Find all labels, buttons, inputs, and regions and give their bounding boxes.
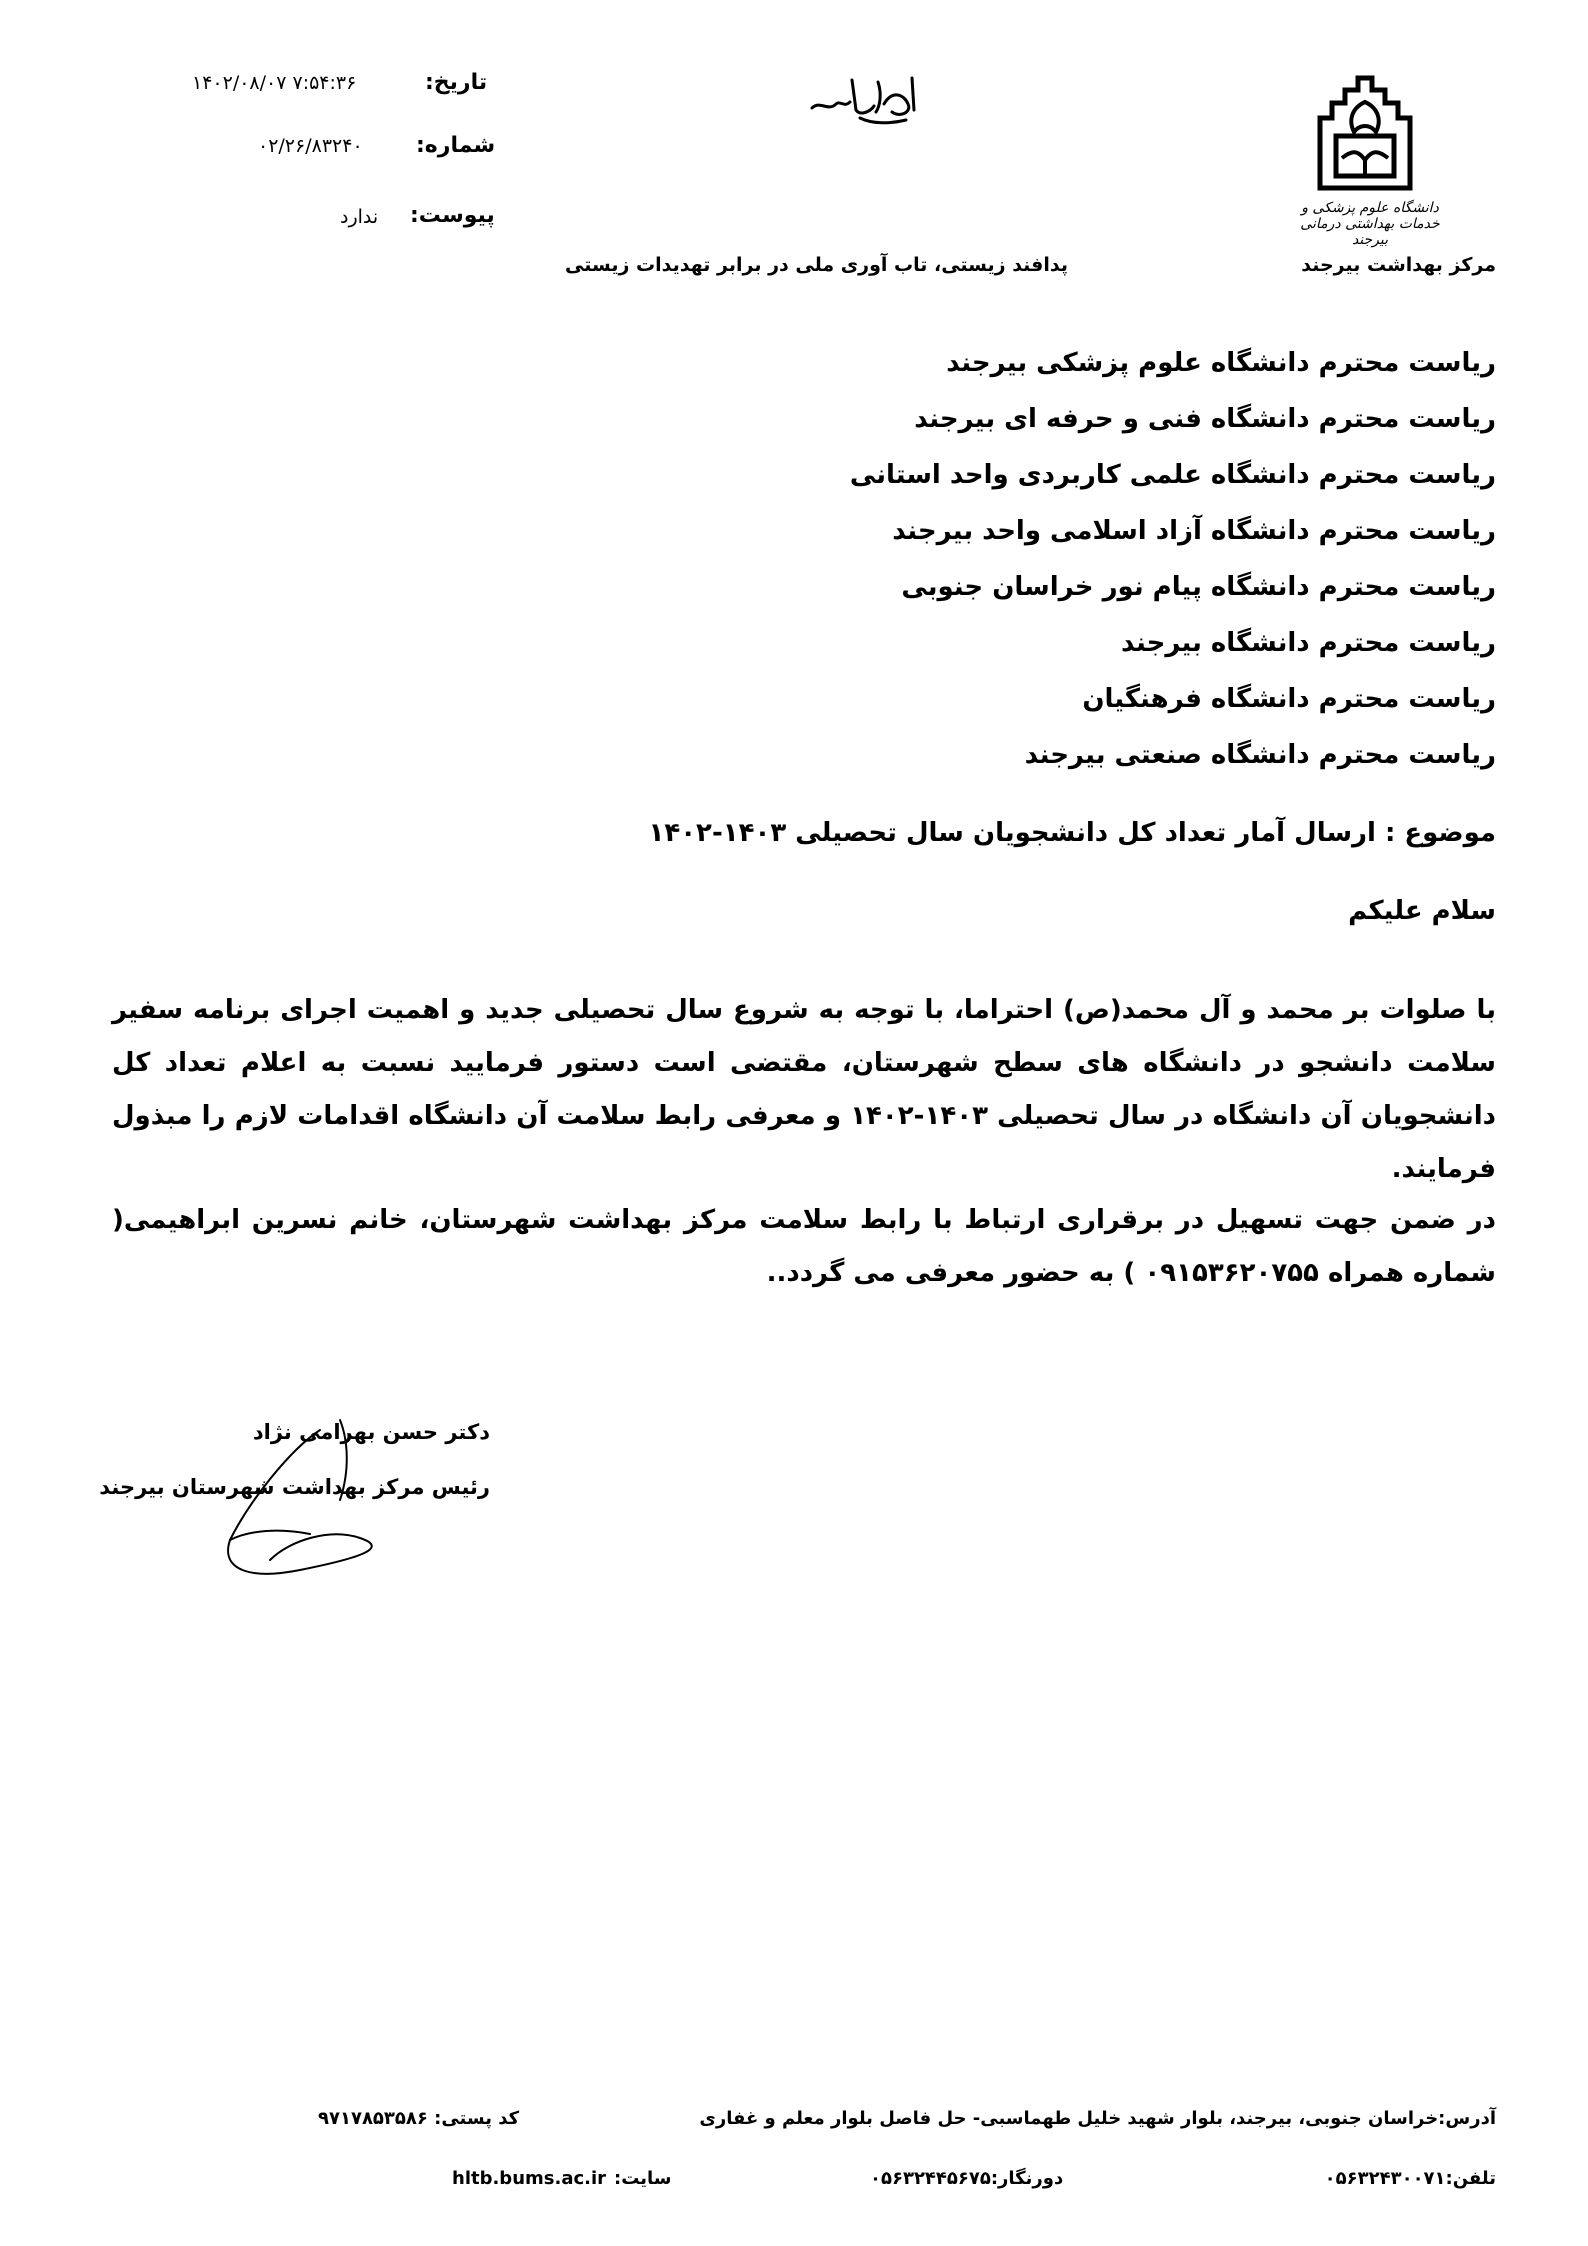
number-value: ۰۲/۲۶/۸۳۲۴۰	[258, 135, 363, 157]
attachment-value: ندارد	[340, 206, 379, 228]
footer-website-label: سایت:	[614, 2168, 672, 2189]
recipient-line: ریاست محترم دانشگاه علمی کاربردی واحد استانی	[849, 460, 1496, 490]
recipient-line: ریاست محترم دانشگاه فرهنگیان	[1082, 684, 1496, 714]
recipient-line: ریاست محترم دانشگاه صنعتی بیرجند	[1024, 740, 1496, 770]
basmala-calligraphy	[800, 60, 930, 130]
center-name: مرکز بهداشت بیرجند	[1301, 254, 1496, 276]
recipient-line: ریاست محترم دانشگاه پیام نور خراسان جنوبی	[901, 572, 1496, 602]
signatory-name: دکتر حسن بهرامی نژاد	[252, 1420, 490, 1444]
body-paragraph-2: در ضمن جهت تسهیل در برقراری ارتباط با رابط سلامت مرکز بهداشت شهرستان، خانم نسرین ابراهیمی( شماره همراه ۰۹۱۵۳۶۲۰۷۵۵ ) به حضور معرفی می گردد..	[112, 1205, 1496, 1288]
slogan: پدافند زیستی، تاب آوری ملی در برابر تهدیدات زیستی	[565, 254, 1068, 276]
greeting: سلام علیکم	[1348, 896, 1496, 926]
recipient-line: ریاست محترم دانشگاه فنی و حرفه ای بیرجند	[914, 404, 1496, 434]
footer-phone: تلفن:۰۵۶۳۲۴۳۰۰۷۱	[1324, 2168, 1496, 2189]
recipient-line: ریاست محترم دانشگاه علوم پزشکی بیرجند	[946, 348, 1496, 378]
footer-fax: دورنگار:۰۵۶۳۲۴۴۵۶۷۵	[870, 2168, 1064, 2189]
subject-line: موضوع : ارسال آمار تعداد کل دانشجویان سال تحصیلی ۱۴۰۳-۱۴۰۲	[648, 818, 1496, 848]
logo-caption: دانشگاه علوم پزشکی و خدمات بهداشتی درمانی بیرجند	[1300, 200, 1440, 248]
number-label: شماره:	[416, 133, 496, 158]
attachment-label: پیوست:	[410, 203, 495, 228]
date-label: تاریخ:	[425, 70, 488, 95]
footer-postal-code: کد پستی: ۹۷۱۷۸۵۳۵۸۶	[318, 2108, 520, 2129]
recipient-line: ریاست محترم دانشگاه بیرجند	[1120, 628, 1496, 658]
date-value: ۱۴۰۲/۰۸/۰۷ ۷:۵۴:۳۶	[192, 72, 357, 94]
logo-emblem-icon	[1290, 58, 1440, 198]
footer-address: آدرس:خراسان جنوبی، بیرجند، بلوار شهید خلیل طهماسبی- حل فاصل بلوار معلم و غفاری	[699, 2108, 1496, 2129]
recipient-line: ریاست محترم دانشگاه آزاد اسلامی واحد بیرجند	[892, 516, 1496, 546]
footer-website-link[interactable]: hltb.bums.ac.ir	[452, 2168, 607, 2189]
signatory-title: رئیس مرکز بهداشت شهرستان بیرجند	[99, 1475, 490, 1499]
recipients-list	[596, 335, 1496, 783]
body-paragraph-1: با صلوات بر محمد و آل محمد(ص) احتراما، با توجه به شروع سال تحصیلی جدید و اهمیت اجرای برنامه سفیر سلامت دانشجو در دانشگاه های سطح شهرستان، مقتضی است دستور فرمایید نسبت به اعلام تعداد کل دانشجویان آن دانشگاه در سال تحصیلی ۱۴۰۳-۱۴۰۲ و معرفی رابط سلامت آن دانشگاه اقدامات لازم را مبذول فرمایند.	[112, 995, 1497, 1184]
